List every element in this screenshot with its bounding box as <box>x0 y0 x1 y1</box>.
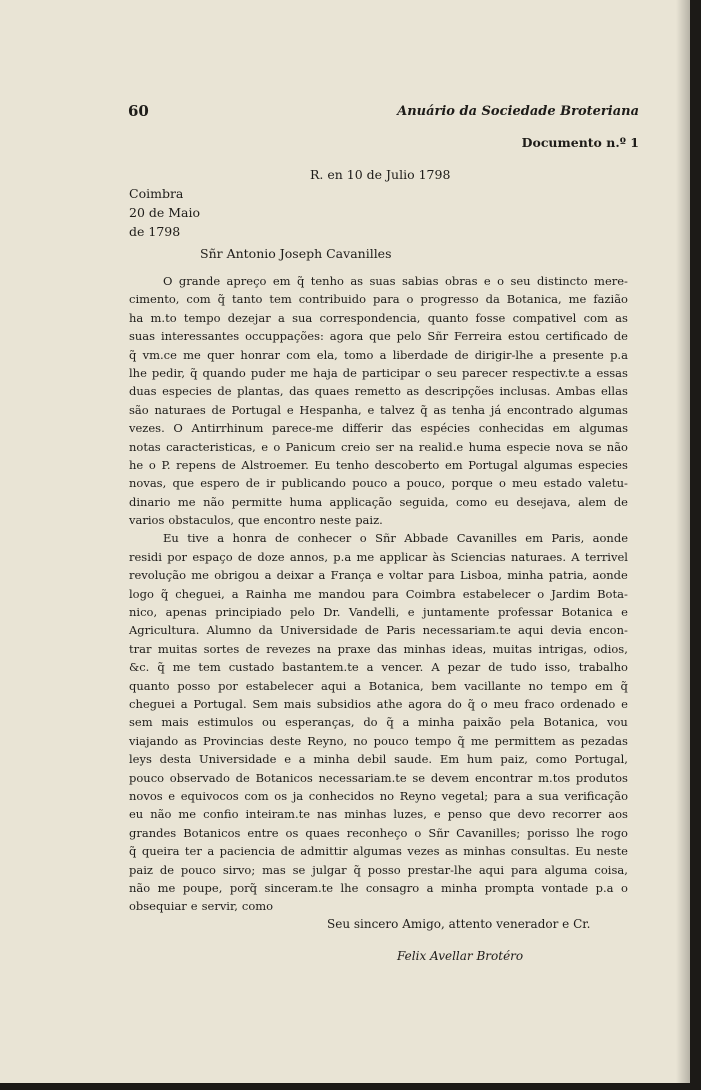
body-line: obsequiar e servir, como <box>129 899 274 914</box>
body-line: sem mais estimulos ou esperanças, do q̃ a minha paixão pela Botanica, vou <box>129 715 628 730</box>
running-title: Anuário da Sociedade Broteriana <box>397 104 639 119</box>
body-line: eu não me confio inteiram.te nas minhas luzes, e penso que devo recorrer aos <box>129 807 628 822</box>
body-line: Eu tive a honra de conhecer o Sñr Abbade Cavanilles em Paris, aonde <box>163 531 628 546</box>
place-date-line: Coimbra <box>129 186 184 201</box>
body-line: nico, apenas principiado pelo Dr. Vandelli, e juntamente professar Botanica e <box>129 605 628 620</box>
letter-body <box>129 272 628 916</box>
place-date-line: de 1798 <box>129 224 181 239</box>
body-line: &c. q̃ me tem custado bastantem.te a vencer. A pezar de tudo isso, trabalho <box>129 660 628 675</box>
closing-line: Seu sincero Amigo, attento venerador e Cr. <box>327 917 591 931</box>
body-line: q̃ vm.ce me quer honrar com ela, tomo a liberdade de dirigir-lhe a presente p.a <box>129 347 628 362</box>
body-line: trar muitas sortes de revezes na praxe das minhas ideas, muitas intrigas, odios, <box>129 641 628 656</box>
body-line: cimento, com q̃ tanto tem contribuido para o progresso da Botanica, me fazião <box>129 292 628 307</box>
signature: Felix Avellar Brotéro <box>397 949 524 963</box>
body-line: logo q̃ cheguei, a Rainha me mandou para Coimbra estabelecer o Jardim Bota- <box>129 586 628 601</box>
body-line: duas especies de plantas, das quaes remetto as descripções inclusas. Ambas ellas <box>129 384 628 399</box>
body-line: residi por espaço de doze annos, p.a me applicar às Sciencias naturaes. A terrivel <box>129 549 628 564</box>
body-line: pouco observado de Botanicos necessariam.te se devem encontrar m.tos produtos <box>129 770 628 785</box>
salutation: Sñr Antonio Joseph Cavanilles <box>200 246 392 261</box>
body-line: vezes. O Antirrhinum parece-me differir das espécies conhecidas em algumas <box>129 421 628 436</box>
body-line: he o P. repens de Alstroemer. Eu tenho descoberto em Portugal algumas especies <box>129 457 628 472</box>
body-line: ha m.to tempo dezejar a sua correspondencia, quanto fosse compativel com as <box>129 310 628 325</box>
place-date-line: 20 de Maio <box>129 205 201 220</box>
body-line: revolução me obrigou a deixar a França e voltar para Lisboa, minha patria, aonde <box>129 568 628 583</box>
body-line: paiz de pouco sirvo; mas se julgar q̃ posso prestar-lhe aqui para alguma coisa, <box>129 862 628 877</box>
body-line: não me poupe, porq̃ sinceram.te lhe consagro a minha prompta vontade p.a o <box>129 880 628 895</box>
body-line: são naturaes de Portugal e Hespanha, e talvez q̃ as tenha já encontrado algumas <box>129 402 628 417</box>
body-line: leys desta Universidade e a minha debil saude. Em hum paiz, como Portugal, <box>129 752 628 767</box>
body-line: varios obstaculos, que encontro neste paiz. <box>129 513 383 528</box>
body-line: cheguei a Portugal. Sem mais subsidios athe agora do q̃ o meu fraco ordenado e <box>129 696 628 711</box>
document-label: Documento n.º 1 <box>521 135 639 150</box>
body-line: viajando as Provincias deste Reyno, no pouco tempo q̃ me permittem as pezadas <box>129 733 628 748</box>
body-line: novas, que espero de ir publicando pouco a pouco, porque o meu estado valetu- <box>129 476 628 491</box>
body-line: O grande apreço em q̃ tenho as suas sabias obras e o seu distincto mere- <box>163 274 628 288</box>
body-line: novos e equivocos com os ja conhecidos no Reyno vegetal; para a sua verificação <box>129 788 628 803</box>
body-line: q̃ queira ter a paciencia de admittir algumas vezes as minhas consultas. Eu neste <box>129 844 628 859</box>
place-date <box>129 184 200 241</box>
body-line: quanto posso por estabelecer aqui a Botanica, bem vacillante no tempo em q̃ <box>129 678 628 693</box>
reply-date: R. en 10 de Julio 1798 <box>310 167 451 182</box>
body-line: suas interessantes occuppações: agora que pelo Sñr Ferreira estou certificado de <box>129 329 628 344</box>
page-edge-shadow <box>676 0 690 1083</box>
body-line: Agricultura. Alumno da Universidade de Paris necessariam.te aqui devia encon- <box>129 623 628 638</box>
body-line: grandes Botanicos entre os quaes reconheço o Sñr Cavanilles; porisso lhe rogo <box>129 825 628 840</box>
body-line: lhe pedir, q̃ quando puder me haja de participar o seu parecer respectiv.te a essas <box>129 365 628 380</box>
page-number: 60 <box>128 102 149 120</box>
body-line: dinario me não permitte huma applicação seguida, como eu desejava, alem de <box>129 494 628 509</box>
body-line: notas caracteristicas, e o Panicum creio ser na realid.e huma especie nova se não <box>129 439 628 454</box>
